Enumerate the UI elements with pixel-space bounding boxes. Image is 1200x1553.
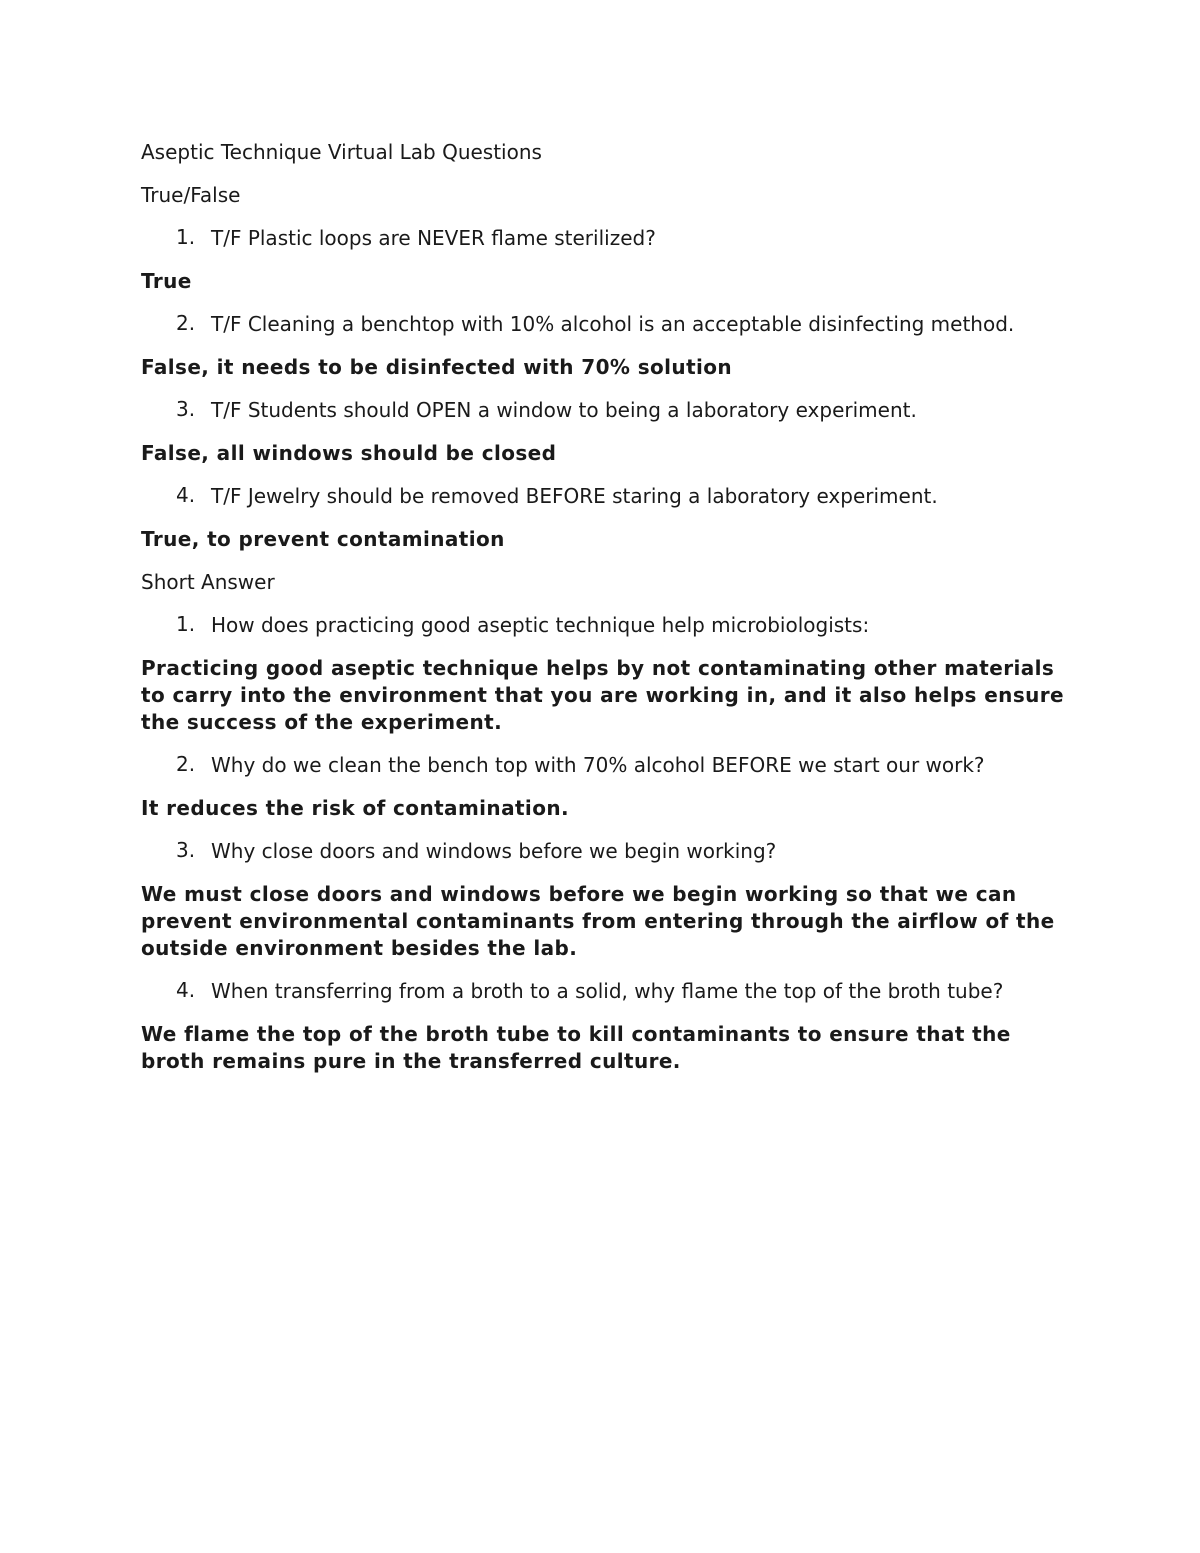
question-number: 3. (176, 397, 196, 421)
sa-question-4 (141, 978, 1071, 1005)
tf-answer-2: False, it needs to be disinfected with 70% solution (141, 355, 733, 379)
question-text: T/F Cleaning a benchtop with 10% alcohol is an acceptable disinfecting method. (211, 312, 1015, 336)
tf-answer-3: False, all windows should be closed (141, 441, 557, 465)
tf-question-3 (141, 397, 1071, 424)
tf-question-2 (141, 311, 1071, 338)
tf-question-1 (141, 225, 1071, 252)
question-number: 4. (176, 483, 196, 507)
sa-answer-4: We flame the top of the broth tube to kill contaminants to ensure that the broth remains pure in the transferred culture. (141, 1022, 1011, 1073)
question-text: Why do we clean the bench top with 70% alcohol BEFORE we start our work? (211, 753, 985, 777)
question-text: T/F Jewelry should be removed BEFORE staring a laboratory experiment. (211, 484, 938, 508)
question-text: T/F Students should OPEN a window to being a laboratory experiment. (211, 398, 917, 422)
document-title: Aseptic Technique Virtual Lab Questions (141, 140, 542, 164)
sa-answer-1: Practicing good aseptic technique helps by not contaminating other materials to carry into the environment that you are working in, and it also helps ensure the success of the experiment. (141, 656, 1064, 734)
question-text: How does practicing good aseptic technique help microbiologists: (211, 613, 870, 637)
short-answer-heading: Short Answer (141, 570, 275, 594)
question-number: 1. (176, 225, 196, 249)
tf-question-4 (141, 483, 1071, 510)
tf-answer-1: True (141, 269, 192, 293)
question-number: 1. (176, 612, 196, 636)
true-false-heading: True/False (141, 183, 241, 207)
question-number: 3. (176, 838, 196, 862)
question-text: When transferring from a broth to a solid, why flame the top of the broth tube? (211, 979, 1004, 1003)
sa-question-1 (141, 612, 1071, 639)
question-number: 4. (176, 978, 196, 1002)
tf-answer-4: True, to prevent contamination (141, 527, 505, 551)
question-text: Why close doors and windows before we begin working? (211, 839, 777, 863)
sa-answer-3: We must close doors and windows before we begin working so that we can prevent environmental contaminants from entering through the airflow of the outside environment besides the lab. (141, 882, 1055, 960)
question-text: T/F Plastic loops are NEVER flame sterilized? (211, 226, 656, 250)
question-number: 2. (176, 752, 196, 776)
sa-question-3 (141, 838, 1071, 865)
document-page (141, 139, 1071, 1091)
sa-answer-2: It reduces the risk of contamination. (141, 796, 569, 820)
sa-question-2 (141, 752, 1071, 779)
question-number: 2. (176, 311, 196, 335)
